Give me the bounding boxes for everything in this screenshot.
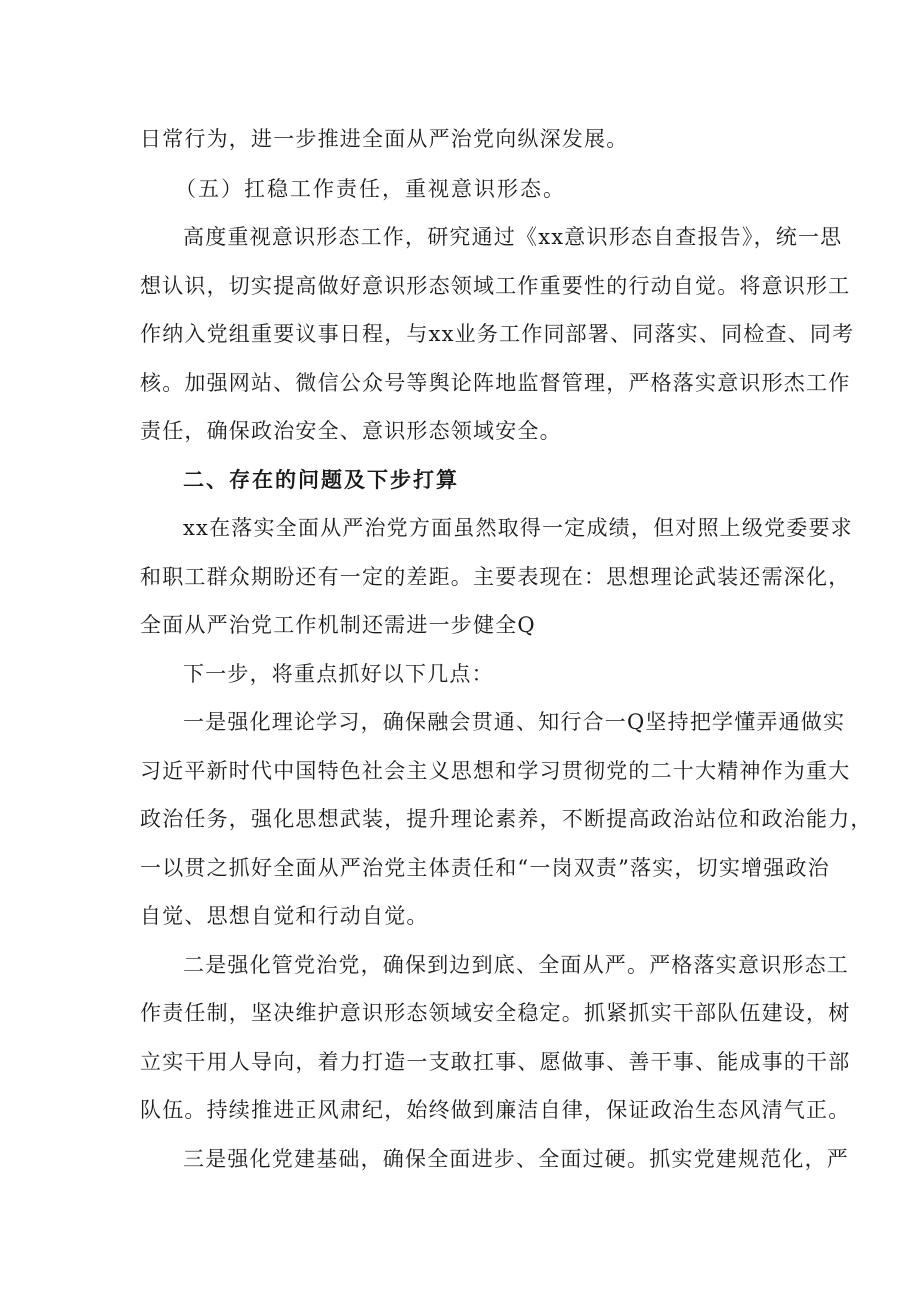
paragraph-line: 一以贯之抓好全面从严治党主体责任和“一岗双责”落实，切实增强政治 <box>140 856 830 880</box>
paragraph-line: 想认识，切实提高做好意识形态领域工作重要性的行动自觉。将意识形工 <box>140 274 851 298</box>
paragraph-line: 立实干用人导向，着力打造一支敢扛事、愿做事、善干事、能成事的干部 <box>140 1050 851 1074</box>
paragraph-line: 政治任务，强化思想武装，提升理论素养，不断提高政治站位和政治能力， <box>140 807 873 831</box>
paragraph-line: 下一步，将重点抓好以下几点： <box>183 662 494 686</box>
paragraph-line: 习近平新时代中国特色社会主义思想和学习贯彻党的二十大精神作为重大 <box>140 759 851 783</box>
paragraph-line: 二是强化管党治党，确保到边到底、全面从严。严格落实意识形态工 <box>183 953 849 977</box>
paragraph-line: 三是强化党建基础，确保全面进步、全面过硬。抓实党建规范化，严 <box>183 1147 849 1171</box>
paragraph-line: 高度重视意识形态工作，研究通过《xx意识形态自查报告》，统一思 <box>183 225 843 249</box>
section-subheading: （五）扛稳工作责任，重视意识形态。 <box>175 177 566 201</box>
paragraph-line: 核。加强网站、微信公众号等舆论阵地监督管理，严格落实意识形杰工作 <box>140 371 851 395</box>
paragraph-line: 和职工群众期盼还有一定的差距。主要表现在：思想理论武装还需深化， <box>140 565 851 589</box>
section-heading: 二、存在的问题及下步打算 <box>183 467 459 492</box>
paragraph-line: 一是强化理论学习，确保融会贯通、知行合一Q坚持把学懂弄通做实 <box>183 710 846 734</box>
paragraph-line: 全面从严治党工作机制还需进一步健全Q <box>140 613 536 637</box>
paragraph-line: 日常行为，进一步推进全面从严治党向纵深发展。 <box>140 127 629 151</box>
paragraph-line: 作责任制，坚决维护意识形态领域安全稳定。抓紧抓实干部队伍建设，树 <box>140 1001 851 1025</box>
paragraph-line: xx在落实全面从严治党方面虽然取得一定成绩，但对照上级党委要求 <box>183 516 853 540</box>
paragraph-line: 责任，确保政治安全、意识形态领域安全。 <box>140 419 562 443</box>
paragraph-line: 作纳入党组重要议事日程，与xx业务工作同部署、同落实、同检查、同考 <box>140 322 855 346</box>
paragraph-line: 自觉、思想自觉和行动自觉。 <box>140 904 429 928</box>
paragraph-line: 队伍。持续推进正风肃纪，始终做到廉洁自律，保证政治生态风清气正。 <box>140 1098 851 1122</box>
